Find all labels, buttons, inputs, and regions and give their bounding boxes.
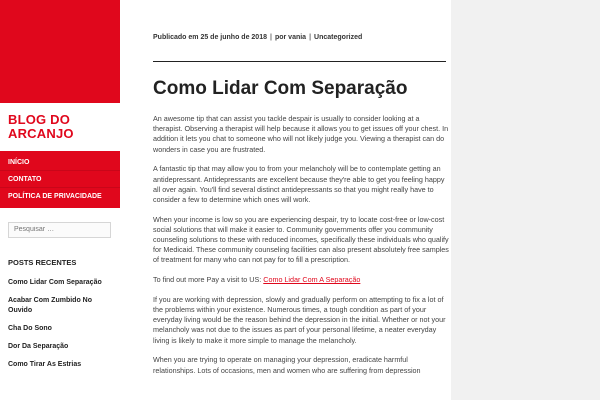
recent-post-link[interactable]: Acabar Com Zumbido No Ouvido xyxy=(8,296,93,314)
recent-post-link[interactable]: Como Tirar As Estrias xyxy=(8,360,82,368)
post-author[interactable]: por vania xyxy=(274,34,307,41)
sidebar-header-band xyxy=(0,0,120,103)
nav-item-inicio[interactable]: INÍCIO xyxy=(0,154,120,171)
post-category[interactable]: Uncategorized xyxy=(314,34,363,41)
sidebar xyxy=(0,0,120,400)
meta-separator: | xyxy=(309,34,312,41)
post-body xyxy=(153,114,449,385)
search-widget xyxy=(0,208,120,238)
site-title[interactable] xyxy=(0,103,120,151)
meta-separator: | xyxy=(269,34,272,41)
recent-post-link[interactable]: Cha Do Sono xyxy=(8,324,52,332)
post-paragraph: An awesome tip that can assist you tackle despair is usually to consider looking at a therapist. Observing a therapist will help because it allows you to get issues off your chest. In addition it lets you chat to someone who will not likely judge you. Viewing a therapist can do wonders in case you are frustrated. xyxy=(153,114,449,154)
link-intro: To find out more Pay a visit to US: xyxy=(153,275,262,285)
recent-post-link[interactable]: Como Lidar Com Separação xyxy=(8,278,102,286)
main-navigation xyxy=(0,151,120,208)
search-input[interactable] xyxy=(8,222,111,238)
recent-posts-title: POSTS RECENTES xyxy=(8,257,77,267)
site-title-line1[interactable]: BLOG DO xyxy=(8,112,71,127)
site-title-line2[interactable]: ARCANJO xyxy=(8,126,74,141)
nav-item-politica-de-privacidade[interactable]: POLÍTICA DE PRIVACIDADE xyxy=(8,193,102,200)
title-divider xyxy=(153,61,446,62)
post-paragraph: A fantastic tip that may allow you to from your melancholy will be to contemplate getting an antidepressant. Antidepressants are excellent because they're able to get you feeling happy all over again. You'll find several distinct antidepressants so that you might really have to consider a few to determine which ones will work. xyxy=(153,164,445,204)
recent-posts-list xyxy=(0,278,120,370)
post-paragraph: When your income is low so you are experiencing despair, try to locate cost-free or low-cost social solutions that will make it easier to. Community governments offer you community counseling solutions to these with reduced incomes, specifically these individuals who qualify for Medicaid. These community counseling facilities can also present absolutely free samples of treatment for many who can not pay for to fill a prescription. xyxy=(153,214,449,265)
recent-post-link[interactable]: Dor Da Separação xyxy=(8,342,69,350)
post-paragraph: If you are working with depression, slowly and gradually perform on attempting to fix a lot of the problems within your existence. Numerous times, a tough condition as part of your everyday living would be the reason behind the depression in the initial. Whether or not your melancholy was not due to the issues as part of your personal lifetime, a neater everyday living is likely to make it more simple to manage the melancholy. xyxy=(153,294,446,345)
post-meta xyxy=(153,34,362,41)
nav-item-contato[interactable]: CONTATO xyxy=(0,171,120,188)
post-paragraph: When you are trying to operate on managing your depression, eradicate harmful relationships. Lots of occasions, men and women who are suffering from depression xyxy=(153,355,421,375)
post-date[interactable]: Publicado em 25 de junho de 2018 xyxy=(153,34,267,41)
post-link-paragraph xyxy=(153,275,449,285)
post-content xyxy=(120,0,451,400)
post-link[interactable]: Como Lidar Com A Separação xyxy=(263,275,361,285)
post-title: Como Lidar Com Separação xyxy=(153,78,408,99)
